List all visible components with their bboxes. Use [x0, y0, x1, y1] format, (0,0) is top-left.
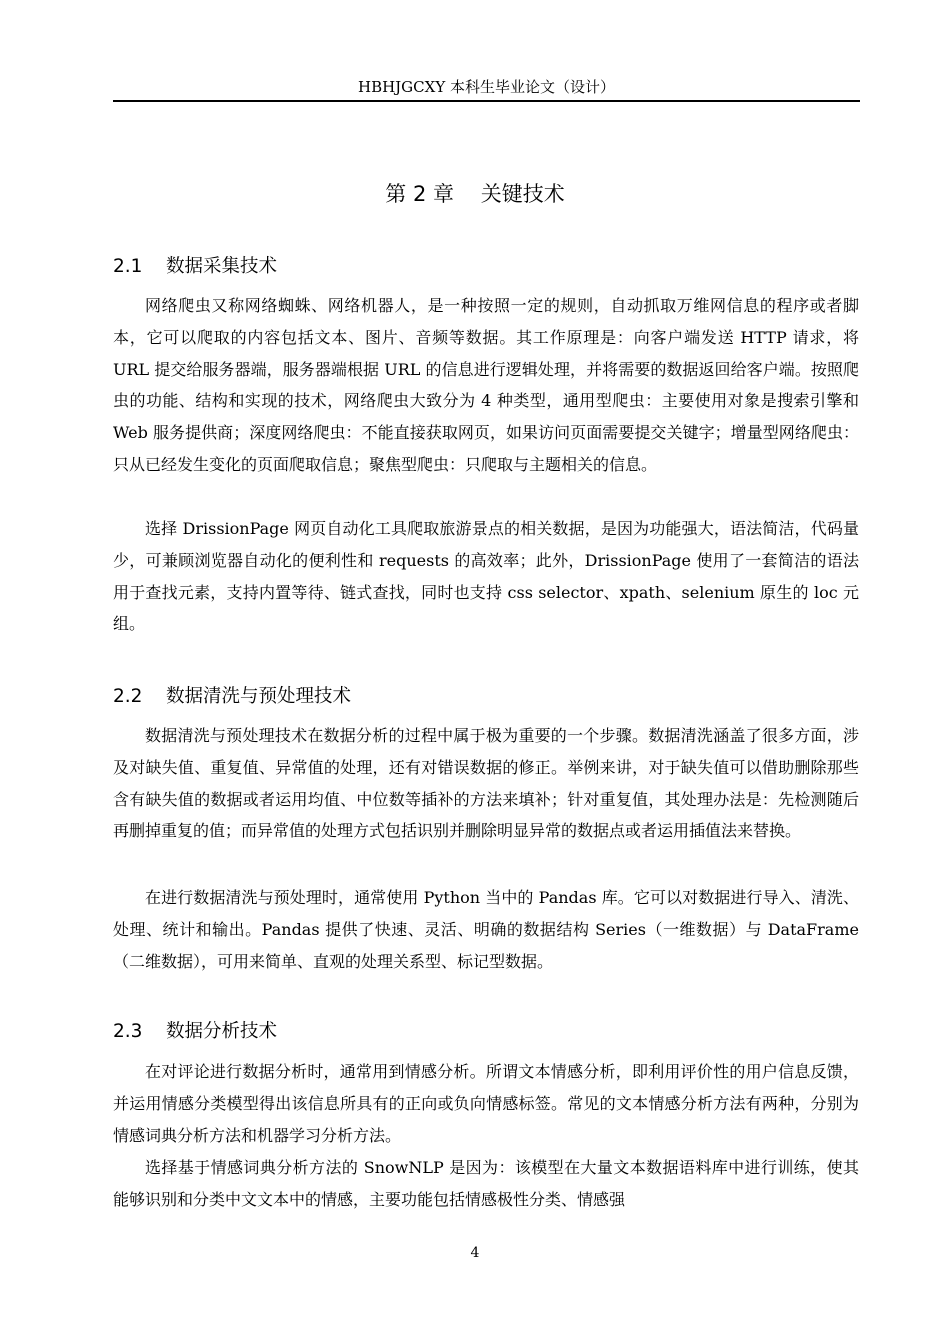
section-number: 2.2 — [113, 686, 143, 707]
section-heading-2-3 — [113, 1019, 277, 1045]
section-title: 数据清洗与预处理技术 — [165, 686, 351, 707]
section-title: 数据分析技术 — [165, 1021, 277, 1042]
chapter-heading — [0, 179, 950, 209]
paragraph: 在进行数据清洗与预处理时，通常使用 Python 当中的 Pandas 库。它可以对数据进行导入、清洗、处理、统计和输出。Pandas 提供了快速、灵活、明确的数据结构 Series（一维数据）与 DataFrame（二维数据），可用来简单、直观的处理关系型、标记型数据。 — [113, 888, 859, 971]
paragraph: 选择 DrissionPage 网页自动化工具爬取旅游景点的相关数据，是因为功能强大，语法简洁，代码量少，可兼顾浏览器自动化的便利性和 requests 的高效率；此外，DrissionPage 使用了一套简洁的语法用于查找元素，支持内置等待、链式查找，同时也支持 css selector、xpath、selenium 原生的 loc 元组。 — [113, 519, 859, 634]
chapter-title: 关键技术 — [480, 182, 565, 206]
page-number: 4 — [470, 1245, 480, 1261]
page-header: HBHJGCXY 本科生毕业论文（设计） — [357, 78, 615, 96]
paragraph: 数据清洗与预处理技术在数据分析的过程中属于极为重要的一个步骤。数据清洗涵盖了很多方面，涉及对缺失值、重复值、异常值的处理，还有对错误数据的修正。举例来讲，对于缺失值可以借助删除那些含有缺失值的数据或者运用均值、中位数等插补的方法来填补；针对重复值，其处理办法是：先检测随后再删掉重复的值；而异常值的处理方式包括识别并删除明显异常的数据点或者运用插值法来替换。 — [113, 726, 859, 841]
paragraph: 在对评论进行数据分析时，通常用到情感分析。所谓文本情感分析，即利用评价性的用户信息反馈，并运用情感分类模型得出该信息所具有的正向或负向情感标签。常见的文本情感分析方法有两种，分别为情感词典分析方法和机器学习分析方法。 — [113, 1062, 859, 1145]
section-heading-2-1 — [113, 254, 277, 280]
section-heading-2-2 — [113, 684, 351, 710]
paragraph: 网络爬虫又称网络蜘蛛、网络机器人，是一种按照一定的规则，自动抓取万维网信息的程序或者脚本，它可以爬取的内容包括文本、图片、音频等数据。其工作原理是：向客户端发送 HTTP 请求，将 URL 提交给服务器端，服务器端根据 URL 的信息进行逻辑处理，并将需要的数据返回给客户端。按照爬虫的功能、结构和实现的技术，网络爬虫大致分为 4 种类型，通用型爬虫：主要使用对象是搜索引擎和 Web 服务提供商；深度网络爬虫：不能直接获取网页，如果访问页面需要提交关键字；增量型网络爬虫：只从已经发生变化的页面爬取信息；聚焦型爬虫：只爬取与主题相关的信息。 — [113, 296, 859, 474]
header-rule — [113, 100, 860, 102]
section-title: 数据采集技术 — [165, 256, 277, 277]
chapter-number: 第 2 章 — [385, 182, 454, 206]
section-number: 2.3 — [113, 1021, 143, 1042]
section-number: 2.1 — [113, 256, 143, 277]
paragraph: 选择基于情感词典分析方法的 SnowNLP 是因为：该模型在大量文本数据语料库中进行训练，使其能够识别和分类中文文本中的情感，主要功能包括情感极性分类、情感强 — [113, 1158, 859, 1209]
